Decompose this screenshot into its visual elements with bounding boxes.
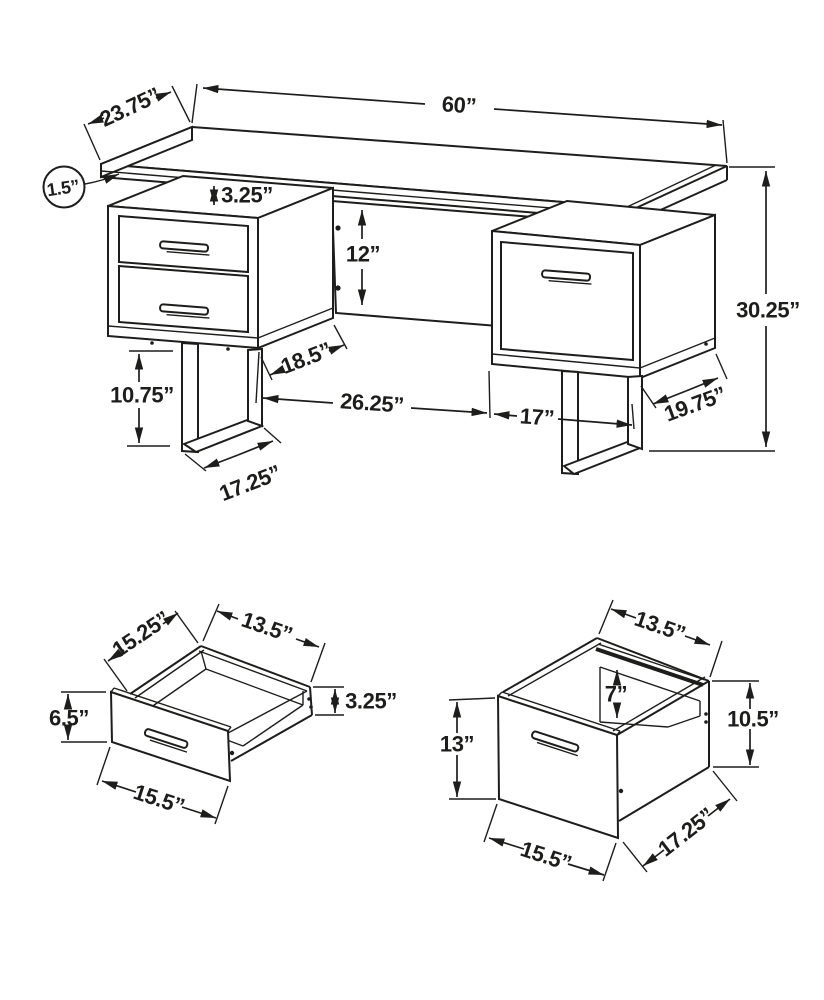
- dim-file-drawer-side-height: 10.5”: [727, 706, 779, 732]
- dim-file-drawer-top-width: 13.5”: [631, 605, 689, 647]
- small-drawer-outline: [111, 646, 313, 781]
- dim-desk-top-width: 60”: [441, 91, 477, 119]
- dim-small-drawer-inner-depth: 15.25”: [107, 605, 175, 663]
- dim-file-drawer-side-depth: 17.25”: [653, 802, 719, 862]
- dim-small-drawer-side-height: 3.25”: [345, 688, 397, 714]
- screw-dot: [335, 225, 340, 230]
- file-drawer-outline: [498, 638, 709, 838]
- dim-desk-pedestal-width: 17”: [519, 403, 555, 431]
- dim-file-drawer-front-height: 13”: [439, 731, 475, 757]
- dim-desk-top-depth: 23.75”: [95, 82, 165, 132]
- dim-desk-leg-base-depth: 17.25”: [215, 459, 285, 507]
- dim-small-drawer-front-height: 6.5”: [49, 705, 89, 731]
- file-drawer-figure: [440, 600, 779, 881]
- small-drawer-dimensions: [49, 604, 397, 824]
- dim-desk-panel-height: 12”: [345, 241, 381, 267]
- small-drawer-figure: [49, 604, 397, 824]
- dim-file-drawer-front-width: 15.5”: [517, 836, 575, 876]
- dim-small-drawer-inner-width: 13.5”: [238, 606, 296, 648]
- dim-file-drawer-inner-back-height: 7”: [604, 681, 628, 707]
- dim-desk-right-pedestal-depth: 19.75”: [660, 381, 730, 427]
- dim-desk-knee-clearance: 26.25”: [339, 388, 405, 418]
- dim-desk-top-thickness: 1.5”: [45, 175, 81, 201]
- desk-right-pedestal: [492, 201, 715, 378]
- desk-figure: [44, 82, 800, 506]
- dim-desk-leg-height: 10.75”: [110, 382, 174, 408]
- dim-small-drawer-front-width: 15.5”: [130, 779, 188, 819]
- dim-desk-overall-height: 30.25”: [736, 297, 800, 323]
- dim-desk-left-pedestal-depth: 18.5”: [277, 337, 335, 379]
- screw-dot: [335, 285, 340, 290]
- dim-desk-top-gap: 3.25”: [221, 182, 273, 208]
